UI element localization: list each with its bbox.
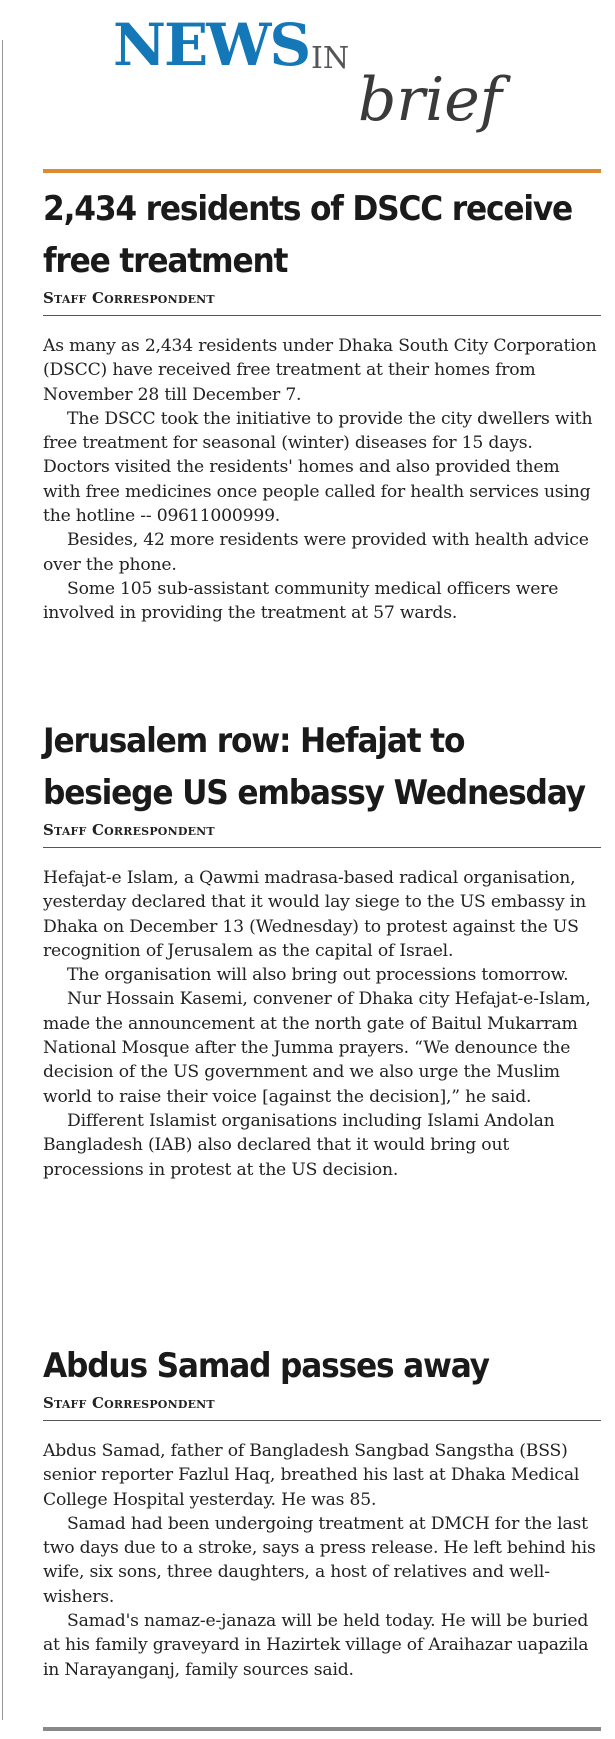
paragraph: The DSCC took the initiative to provide the city dwellers with free treatment for seasonal (winter) diseases for 15 days. Doctors visited the residents' homes and also provided them with free medicines once people called for health services using the hotline -- 09611000999. [43,408,593,527]
paragraph: Different Islamist organisations including Islami Andolan Bangladesh (IAB) also declared that it would bring out processions in protest at the US decision. [43,1110,555,1180]
section-masthead [0,0,615,170]
bottom-rule [43,1727,601,1731]
article-headline: 2,434 residents of DSCC receive free treatment [43,189,573,281]
article-abdus-samad [43,1340,601,1682]
masthead-rule [43,169,601,173]
article-byline: Staff Correspondent [43,1394,215,1412]
paragraph: Samad's namaz-e-janaza will be held today. He will be buried at his family graveyard in Hazirtek village of Araihazar uapazila in Narayanganj, family sources said. [43,1611,589,1680]
paragraph: Samad had been undergoing treatment at DMCH for the last two days due to a stroke, says a press release. He left behind his wife, six sons, three daughters, a host of relatives and well-wishers. [43,1513,596,1607]
paragraph: Some 105 sub-assistant community medical officers were involved in providing the treatment at 57 wards. [43,578,559,624]
byline-rule [43,1420,601,1421]
article-jerusalem-row [43,715,601,1182]
paragraph: Nur Hossain Kasemi, convener of Dhaka city Hefajat-e-Islam, made the announcement at the north gate of Baitul Mukarram National Mosque after the Jumma prayers. “We denounce the decision of the US government and we also urge the Muslim world to raise their voice [against the decision],” he said. [43,989,591,1107]
article-headline: Jerusalem row: Hefajat to besiege US embassy Wednesday [43,721,585,813]
byline-rule [43,315,601,316]
masthead-in: IN [311,41,350,76]
paragraph: As many as 2,434 residents under Dhaka South City Corporation (DSCC) have received free treatment at their homes from November 28 till December 7. [43,336,597,405]
article-body [43,334,601,626]
byline-rule [43,847,601,848]
column-divider [2,40,3,1720]
paragraph: Abdus Samad, father of Bangladesh Sangbad Sangstha (BSS) senior reporter Fazlul Haq, breathed his last at Dhaka Medical College Hospital yesterday. He was 85. [43,1441,580,1510]
masthead-brief: brief [358,65,502,135]
article-dscc-treatment [43,183,601,626]
article-headline: Abdus Samad passes away [43,1346,489,1386]
article-byline: Staff Correspondent [43,289,215,307]
masthead-news: NEWS [113,11,310,79]
paragraph: Besides, 42 more residents were provided with health advice over the phone. [43,530,589,575]
paragraph: Hefajat-e Islam, a Qawmi madrasa-based radical organisation, yesterday declared that it would lay siege to the US embassy in Dhaka on December 13 (Wednesday) to protest against the US recognition of Jerusalem as the capital of Israel. [43,868,586,961]
paragraph: The organisation will also bring out processions tomorrow. [67,965,569,986]
article-byline: Staff Correspondent [43,821,215,839]
article-body [43,1439,601,1682]
article-body [43,866,601,1182]
